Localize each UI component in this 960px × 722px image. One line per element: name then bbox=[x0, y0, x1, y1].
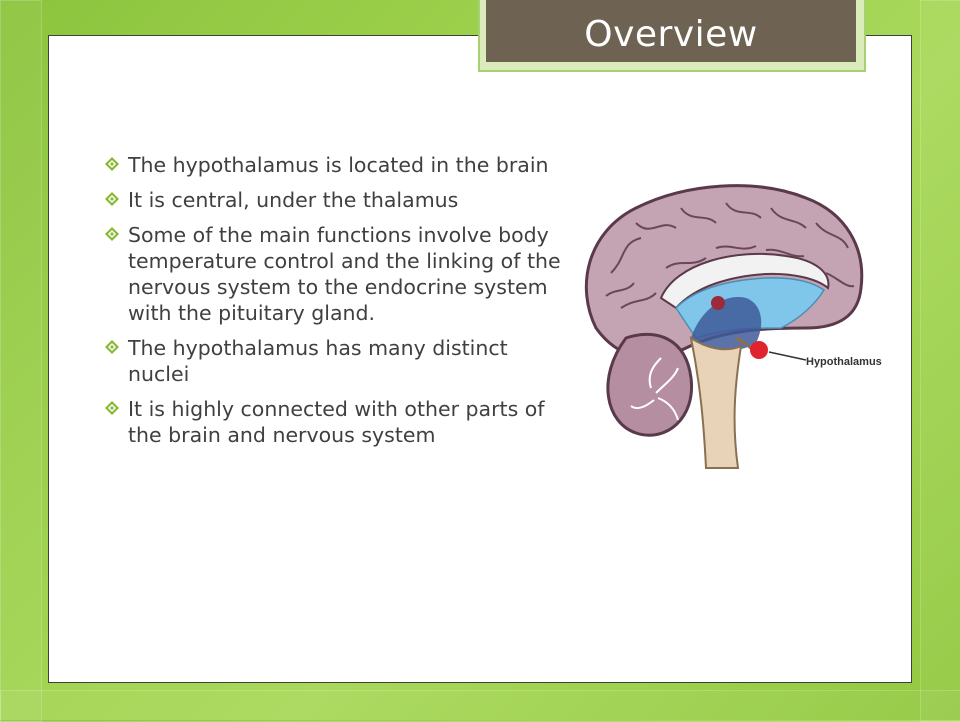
hypothalamus-label: Hypothalamus bbox=[806, 356, 882, 368]
bullet-text: The hypothalamus has many distinct nuclei bbox=[128, 336, 508, 386]
brain-illustration bbox=[566, 178, 906, 473]
background-tile bbox=[920, 0, 960, 722]
bullet-marker-icon bbox=[104, 226, 120, 242]
bullet-item bbox=[104, 152, 564, 178]
bullet-list bbox=[104, 152, 564, 457]
bullet-item bbox=[104, 396, 564, 448]
bullet-marker-icon bbox=[104, 156, 120, 172]
bullet-text: The hypothalamus is located in the brain bbox=[128, 153, 549, 177]
slide-title: Overview bbox=[584, 14, 758, 55]
bullet-text: It is highly connected with other parts of the brain and nervous system bbox=[128, 397, 545, 447]
bullet-text: It is central, under the thalamus bbox=[128, 188, 459, 212]
bullet-text: Some of the main functions involve body temperature control and the linking of the nervous system to the endocrine system with the pituitary gland. bbox=[128, 223, 561, 325]
brainstem-shape bbox=[691, 338, 741, 468]
hypothalamus-marker bbox=[750, 341, 768, 359]
background-tile bbox=[0, 690, 960, 722]
bullet-marker-icon bbox=[104, 400, 120, 416]
bullet-item bbox=[104, 335, 564, 387]
thalamus-nucleus bbox=[711, 296, 725, 310]
bullet-item bbox=[104, 187, 564, 213]
background-tile bbox=[0, 0, 42, 722]
bullet-item bbox=[104, 222, 564, 326]
bullet-marker-icon bbox=[104, 339, 120, 355]
hypothalamus-pointer bbox=[769, 352, 806, 360]
bullet-marker-icon bbox=[104, 191, 120, 207]
